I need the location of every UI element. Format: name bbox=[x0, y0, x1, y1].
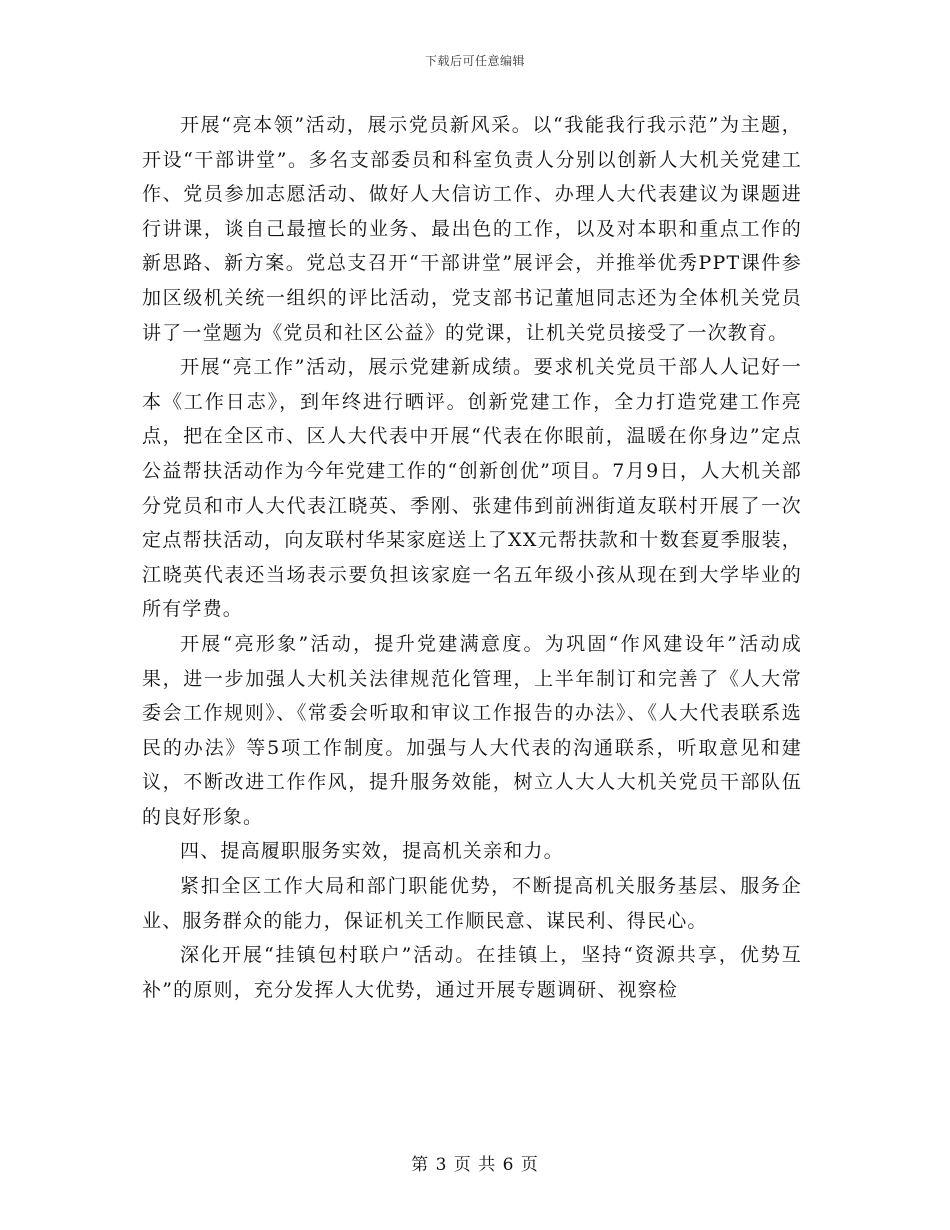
page-header-note: 下载后可任意编辑 bbox=[424, 54, 525, 68]
paragraph-liang-benling: 开展“亮本领”活动，展示党员新风采。以“我能我行我示范”为主题，开设“干部讲堂”。多名支部委员和科室负责人分别以创新人大机关党建工作、党员参加志愿活动、做好人大信访工作、办理人大代表建议为课题进行讲课，谈自己最擅长的业务、最出色的工作，以及对本职和重点工作的新思路、新方案。党总支召开“干部讲堂”展评会，并推举优秀PPT课件参加区级机关统一组织的评比活动，党支部书记董旭同志还为全体机关党员讲了一堂题为《党员和社区公益》的党课，让机关党员接受了一次教育。 bbox=[142, 114, 802, 344]
page-number-footer: 第 3 页 共 6 页 bbox=[411, 1155, 539, 1175]
document-body bbox=[142, 108, 802, 1007]
section-heading-four: 四、提高履职服务实效，提高机关亲和力。 bbox=[180, 840, 564, 863]
paragraph-guazhen-baocun: 深化开展“挂镇包村联户”活动。在挂镇上，坚持“资源共享，优势互补”的原则，充分发挥人大优势，通过开展专题调研、视察检 bbox=[142, 944, 802, 1001]
paragraph-service-capability: 紧扣全区工作大局和部门职能优势，不断提高机关服务基层、服务企业、服务群众的能力，保证机关工作顺民意、谋民利、得民心。 bbox=[142, 875, 802, 932]
paragraph-liang-gongzuo: 开展“亮工作”活动，展示党建新成绩。要求机关党员干部人人记好一本《工作日志》，到年终进行晒评。创新党建工作，全力打造党建工作亮点，把在全区市、区人大代表中开展“代表在你眼前，温暖在你身边”定点公益帮扶活动作为今年党建工作的“创新创优”项目。7月9日，人大机关部分党员和市人大代表江晓英、季刚、张建伟到前洲街道友联村开展了一次定点帮扶活动，向友联村华某家庭送上了XX元帮扶款和十数套夏季服装，江晓英代表还当场表示要负担该家庭一名五年级小孩从现在到大学毕业的所有学费。 bbox=[142, 356, 802, 621]
paragraph-liang-xingxiang: 开展“亮形象”活动，提升党建满意度。为巩固“作风建设年”活动成果，进一步加强人大机关法律规范化管理，上半年制订和完善了《人大常委会工作规则》、《常委会听取和审议工作报告的办法》、《人大代表联系选民的办法》等5项工作制度。加强与人大代表的沟通联系，听取意见和建议，不断改进工作作风，提升服务效能，树立人大人大机关党员干部队伍的良好形象。 bbox=[142, 632, 802, 828]
